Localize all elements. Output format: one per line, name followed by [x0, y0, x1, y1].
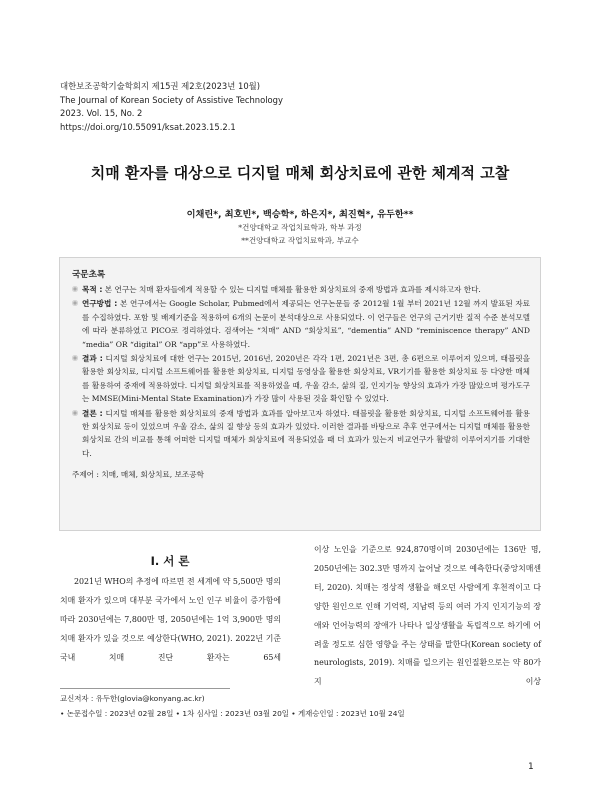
body-text-right-column: 이상 노인을 기준으로 924,870명이며 2030년에는 136만 명, 2050년에는 302.3만 명까지 늘어날 것으로 예측한다(중앙치매센터, 2020). 치매는 정상적 생활을 해오던 사람에게 후천적이고 다양한 원인으로 인해 기억력, 지남력 등의 여러 가지 인지기능의 장애와 언어능력의 장애가 나타나 일상생활을 독립적으로 하기에 어려울 정도로 심한 영향을 주는 상태를 말한다(Korean society of neurologists, 2019). 치매를 일으키는 원인질환으로는 약 80가지 이상: [314, 545, 541, 687]
body-text-left-column: 2021년 WHO의 추정에 따르면 전 세계에 약 5,500만 명의 치매 환자가 있으며 대부분 국가에서 노인 인구 비율이 증가함에 따라 2030년에는 7,800만 명, 2050년에는 1억 3,900만 명의 치매 환자가 있을 것으로 예상한다(WHO, 2021). 2022년 기준 국내 치매 진단 환자는 65세: [60, 577, 281, 662]
page-number: 1: [528, 762, 534, 772]
keywords-label: 주제어 :: [72, 470, 99, 480]
bullet-icon: [72, 286, 78, 292]
abstract-conclusion: [72, 407, 530, 461]
paper-title: 치매 환자를 대상으로 디지털 매체 회상치료에 관한 체계적 고찰: [90, 164, 510, 182]
abstract-results: [72, 352, 530, 406]
abstract-text: 디지털 매체를 활용한 회상치료의 중재 방법과 효과를 알아보고자 하였다. 태블릿을 활용한 회상치료, 디지털 소프트웨어를 활용한 회상치료 등이 있었으며 우울 감소, 삶의 질 향상 등의 효과가 있었다. 이러한 결과를 바탕으로 추후 연구에서는 디지털 매체를 활용한 회상치료 간의 비교를 통해 어떠한 디지털 매체가 회상치료에 적용되었을 때 더 효과가 있는지 비교연구가 활발히 이루어지기를 기대한다.: [82, 408, 531, 458]
journal-volume: 2023. Vol. 15, No. 2: [60, 108, 143, 119]
journal-name-korean: 대한보조공학기술학회지 제15권 제2호(2023년 10월): [60, 81, 261, 91]
corresponding-author: 교신저자 : 유두한(glovia@konyang.ac.kr): [60, 694, 205, 703]
bullet-icon: [72, 300, 78, 306]
abstract-heading: 국문초록: [72, 270, 106, 280]
keywords: [72, 469, 530, 480]
footnote-divider: [60, 688, 230, 689]
abstract-label: 결론 :: [82, 408, 103, 418]
abstract-label: 결과 :: [82, 354, 103, 364]
abstract-text: 디지털 회상치료에 대한 연구는 2015년, 2016년, 2020년은 각각 1편, 2021년은 3편, 총 6편으로 이루어져 있으며, 태블릿을 활용한 회상치료, 디지털 소프트웨어를 활용한 회상치료, 디지털 동영상을 활용한 회상치료, VR기기를 활용한 회상치료 등 다양한 매체를 활용하여 중재에 적용하였다. 디지털 회상치료를 적용하였을 때, 우울 감소, 삶의 질, 인지기능 향상의 효과가 가장 많았으며 평가도구는 MMSE(Mini-Mental State Examination)가 가장 많이 사용된 것을 확인할 수 있었다.: [82, 354, 530, 404]
abstract-label: 목적 :: [82, 285, 103, 294]
author-list: 이채린*, 최호빈*, 백승학*, 하은지*, 최진혁*, 유두한**: [186, 209, 414, 220]
doi-link[interactable]: https://doi.org/10.55091/ksat.2023.15.2.1: [60, 121, 236, 132]
abstract-methods: [72, 297, 530, 351]
submission-dates: • 논문접수일 : 2023년 02월 28일 • 1차 심사일 : 2023년 03월 20일 • 게재승인일 : 2023년 10월 24일: [60, 709, 405, 718]
keywords-text: 치매, 매체, 회상치료, 보조공학: [101, 470, 204, 480]
bullet-icon: [72, 355, 78, 361]
affiliation-2: **건양대학교 작업치료학과, 부교수: [241, 236, 359, 245]
section-title: I. 서 론: [150, 554, 190, 568]
abstract-text: 본 연구에서는 Google Scholar, Pubmed에서 제공되는 연구논문들 중 2012월 1월 부터 2021년 12월 까지 발표된 자료를 수집하였다. 포함 및 배제기준을 적용하여 6개의 논문이 분석대상으로 사용되었다. 이 연구들은 연구의 근거기반 질적 수준 분석모델에 따라 분류하였고 PICO로 정리하였다. 검색어는 “치매” AND “회상치료”, “dementia” AND “reminiscence therapy” AND “media” OR “digital” OR “app”로 사용하였다.: [82, 299, 530, 349]
abstract-label: 연구방법 :: [82, 299, 118, 309]
journal-name-english: The Journal of Korean Society of Assistive Technology: [60, 94, 283, 105]
abstract-text: 본 연구는 치매 환자들에게 적용할 수 있는 디지털 매체를 활용한 회상치료의 중재 방법과 효과를 제시하고자 한다.: [104, 285, 481, 294]
abstract-box: [59, 257, 541, 531]
journal-header: [60, 80, 283, 134]
abstract-purpose: [72, 283, 530, 296]
bullet-icon: [72, 410, 78, 416]
affiliation-1: *건양대학교 작업치료학과, 학부 과정: [238, 223, 362, 232]
